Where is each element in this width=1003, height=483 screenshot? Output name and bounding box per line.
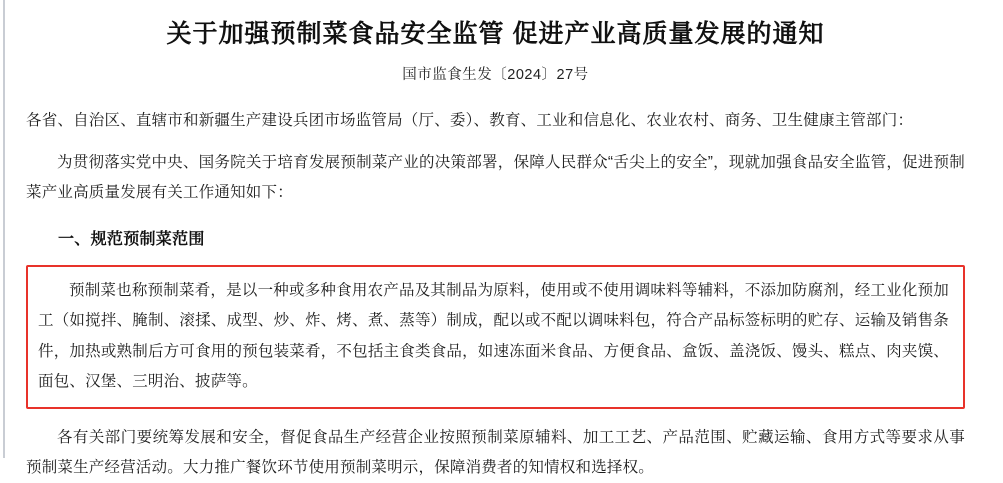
section-heading-1: 一、规范预制菜范围 (58, 231, 205, 249)
paragraph-intro: 为贯彻落实党中央、国务院关于培育发展预制菜产业的决策部署，保障人民群众“舌尖上的安全”，现就加强食品安全监管，促进预制菜产业高质量发展有关工作通知如下： (26, 153, 965, 201)
paragraph-closing: 各有关部门要统筹发展和安全，督促食品生产经营企业按照预制菜原辅料、加工工艺、产品范围、贮藏运输、食用方式等要求从事预制菜生产经营活动。大力推广餐饮环节使用预制菜明示，保障消费者的知情权和选择权。 (26, 429, 965, 477)
page-title: 关于加强预制菜食品安全监管 促进产业高质量发展的通知 (166, 20, 825, 48)
addressee-line: 各省、自治区、直辖市和新疆生产建设兵团市场监管局（厅、委）、教育、工业和信息化、农业农村、商务、卫生健康主管部门： (26, 111, 914, 129)
document-number: 国市监食生发〔2024〕27号 (402, 66, 589, 83)
left-margin-rule (3, 0, 5, 458)
highlighted-paragraph-text: 预制菜也称预制菜肴，是以一种或多种食用农产品及其制品为原料，使用或不使用调味料等辅料，不添加防腐剂，经工业化预加工（如搅拌、腌制、滚揉、成型、炒、炸、烤、煮、蒸等）制成，配以或不配以调味料包，符合产品标签标明的贮存、运输及销售条件，加热或熟制后方可食用的预包装菜肴，不包括主食类食品，如速冻面米食品、方便食品、盒饭、盖浇饭、馒头、糕点、肉夹馍、面包、汉堡、三明治、披萨等。 (38, 282, 949, 390)
document-content (20, 0, 983, 477)
highlighted-definition-box (26, 265, 965, 409)
